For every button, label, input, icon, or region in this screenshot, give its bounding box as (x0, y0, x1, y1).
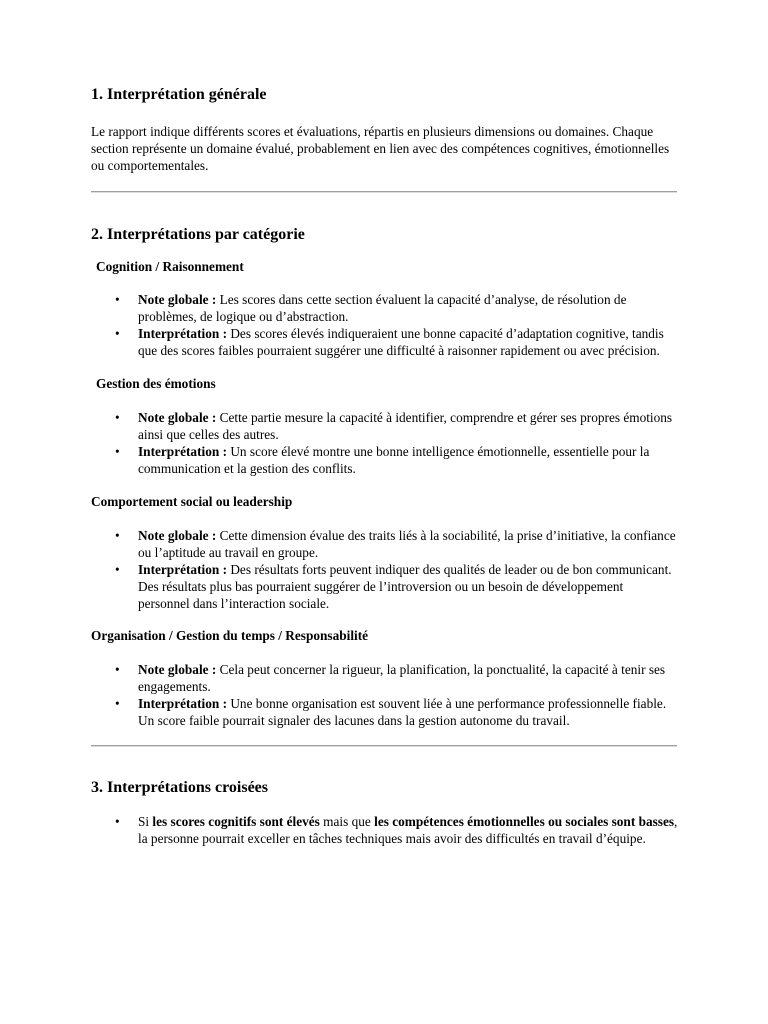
subheading-organisation: Organisation / Gestion du temps / Responsabilité (91, 628, 369, 643)
item-label: Note globale : (138, 292, 217, 307)
item-label: Note globale : (138, 662, 217, 677)
item-text: Des résultats forts peuvent indiquer des qualités de leader ou de bon communicant. Des résultats plus bas pourraient suggérer de l’introversion ou un besoin de développement personnel dans l’interaction sociale. (138, 562, 672, 611)
item-text: Cette dimension évalue des traits liés à la sociabilité, la prise d’initiative, la confiance ou l’aptitude au travail en groupe. (138, 528, 676, 560)
subheading-cognition: Cognition / Raisonnement (96, 259, 244, 274)
general-paragraph: Le rapport indique différents scores et évaluations, répartis en plusieurs dimensions ou domaines. Chaque section représente un domaine évalué, probablement en lien avec des compétences cognitives, émotionnelles ou comportementales. (91, 124, 670, 173)
item-bold-cognitive: les scores cognitifs sont élevés (152, 814, 320, 829)
item-bold-emotional: les compétences émotionnelles ou sociales sont basses (374, 814, 675, 829)
item-label: Interprétation : (138, 696, 227, 711)
item-text: Cette partie mesure la capacité à identifier, comprendre et gérer ses propres émotions ainsi que celles des autres. (138, 410, 673, 442)
list-item (91, 409, 678, 443)
bullet-list-cross (91, 813, 678, 847)
item-text: Une bonne organisation est souvent liée à une performance professionnelle fiable. Un score faible pourrait signaler des lacunes dans la gestion autonome du travail. (138, 696, 667, 728)
list-item (91, 661, 678, 695)
horizontal-rule (91, 745, 677, 747)
item-label: Note globale : (138, 410, 217, 425)
list-item (91, 443, 678, 477)
item-text: Cela peut concerner la rigueur, la planification, la ponctualité, la capacité à tenir ses engagements. (138, 662, 666, 694)
item-text-post: , la personne pourrait exceller en tâches techniques mais avoir des difficultés en travail d’équipe. (138, 814, 678, 846)
section-heading-cross: 3. Interprétations croisées (91, 779, 268, 796)
item-label: Interprétation : (138, 444, 227, 459)
horizontal-rule (91, 191, 677, 193)
section-heading-general: 1. Interprétation générale (91, 86, 267, 103)
section-heading-categories: 2. Interprétations par catégorie (91, 226, 305, 243)
list-item (91, 527, 678, 561)
bullet-list-emotions (91, 409, 678, 477)
bullet-list-organisation (91, 661, 678, 729)
list-item (91, 291, 678, 325)
bullet-list-social (91, 527, 678, 612)
subheading-emotions: Gestion des émotions (96, 376, 216, 391)
item-text: Les scores dans cette section évaluent la capacité d’analyse, de résolution de problèmes, de logique ou d’abstraction. (138, 292, 627, 324)
item-text-pre: Si (138, 814, 153, 829)
document-body (91, 84, 678, 847)
item-text: Un score élevé montre une bonne intelligence émotionnelle, essentielle pour la communication et la gestion des conflits. (138, 444, 650, 476)
item-text-mid: mais que (319, 814, 375, 829)
list-item (91, 561, 678, 612)
item-text: Des scores élevés indiqueraient une bonne capacité d’adaptation cognitive, tandis que des scores faibles pourraient suggérer une difficulté à raisonner rapidement ou avec précision. (138, 326, 664, 358)
subheading-social: Comportement social ou leadership (91, 494, 293, 509)
item-label: Interprétation : (138, 562, 227, 577)
item-label: Interprétation : (138, 326, 227, 341)
item-label: Note globale : (138, 528, 217, 543)
list-item (91, 695, 678, 729)
list-item (91, 325, 678, 359)
list-item (91, 813, 678, 847)
bullet-list-cognition (91, 291, 678, 359)
